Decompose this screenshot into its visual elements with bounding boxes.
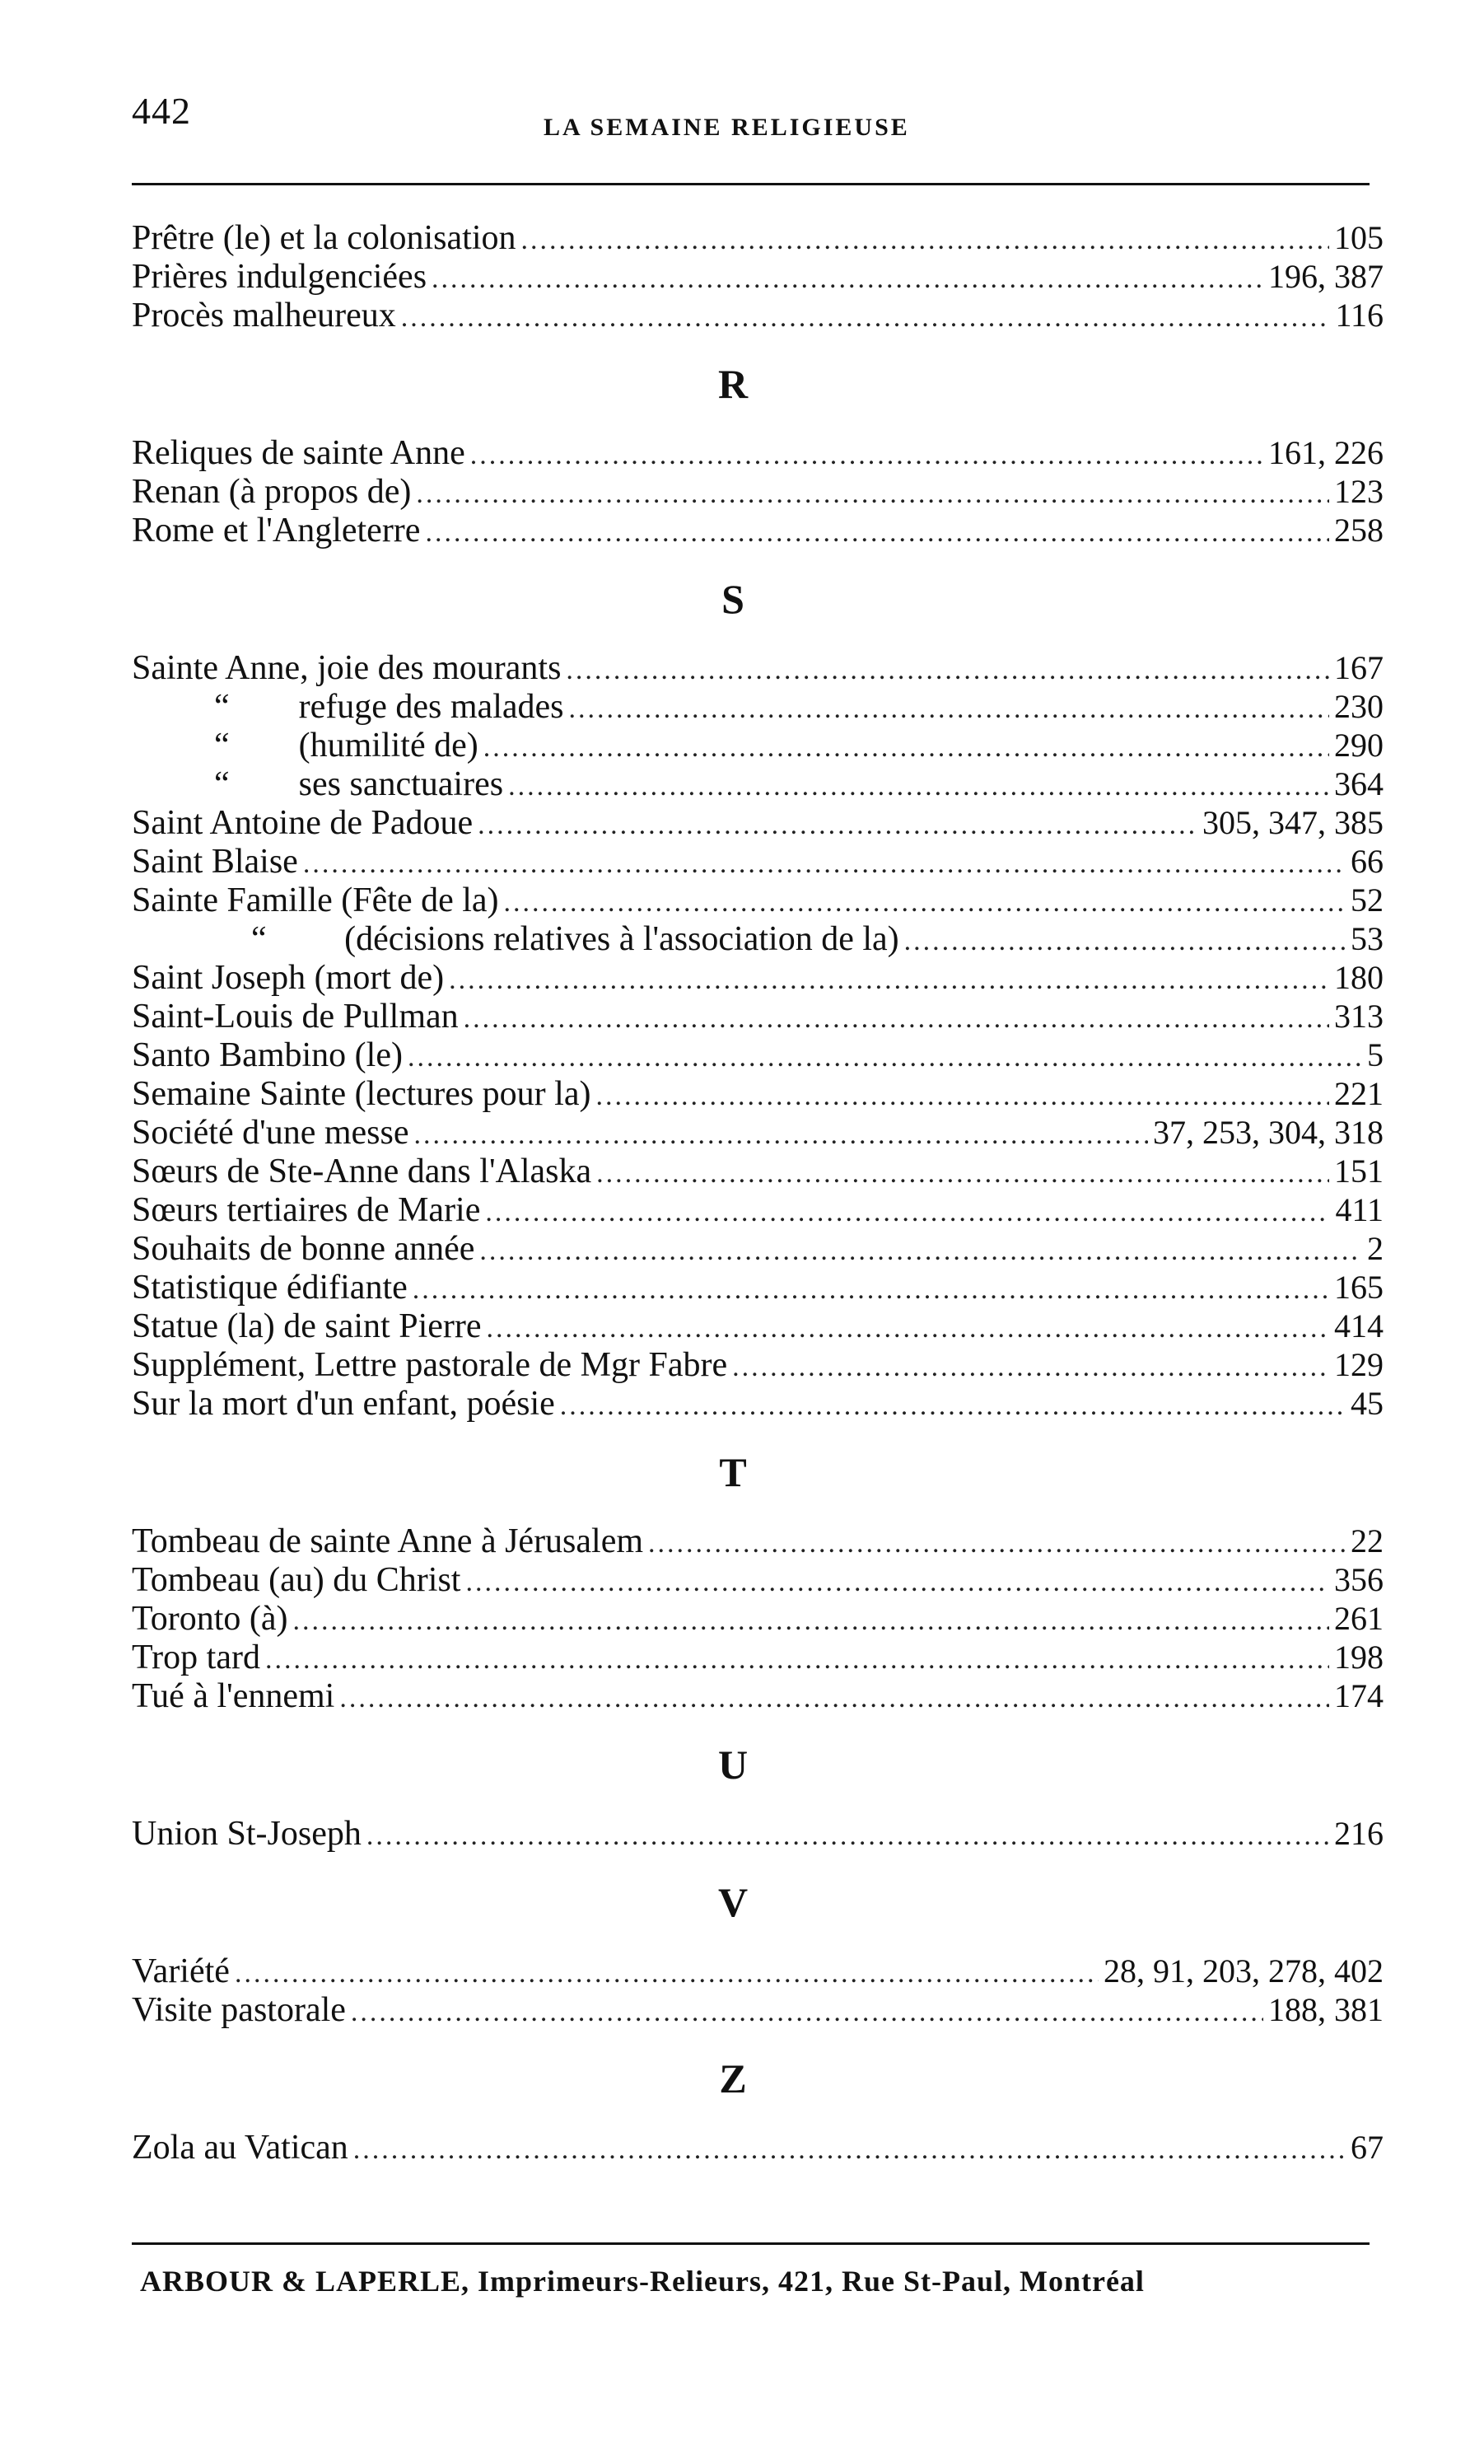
index-entry [132,1814,1384,1853]
section-letter-s: S [721,576,744,622]
entry-pages: 414 [1334,1307,1384,1344]
page-number: 442 [132,90,191,132]
entry-title: Tombeau (au) du Christ [132,1561,461,1599]
dot-leader [449,961,1329,999]
entry-pages: 198 [1334,1639,1384,1676]
entry-title: Statue (la) de saint Pierre [132,1307,482,1345]
entry-title: “ ses sanctuaires [214,765,504,803]
index-entry [132,1074,1384,1113]
entry-title: Sur la mort d'un enfant, poésie [132,1385,555,1423]
dot-leader [560,1386,1346,1425]
dot-leader [595,1077,1329,1115]
entry-pages: 258 [1334,512,1384,549]
index-entry [132,1345,1384,1384]
dot-leader [483,728,1329,767]
entry-pages: 161, 226 [1268,434,1384,471]
dot-leader [596,1154,1329,1193]
index-entry [132,1036,1384,1074]
entry-title: Sainte Anne, joie des mourants [132,649,562,687]
entry-title: Reliques de sainte Anne [132,434,465,472]
dot-leader [432,259,1263,298]
dot-leader [366,1816,1329,1855]
entry-pages: 5 [1367,1036,1384,1073]
printer-imprint: ARBOUR & LAPERLE, Imprimeurs-Relieurs, 421, Rue St-Paul, Montréal [140,2265,1145,2298]
index-entry [132,472,1384,511]
entry-title: Sainte Famille (Fête de la) [132,881,499,919]
entry-title: Santo Bambino (le) [132,1036,403,1074]
section-letter-v: V [717,1879,749,1925]
alphabetical-index [132,218,1384,2167]
dot-leader [351,1993,1263,2032]
dot-leader [569,690,1330,728]
entry-pages: 188, 381 [1268,1991,1384,2028]
dot-leader [485,1193,1330,1232]
entry-pages: 180 [1334,959,1384,996]
entry-pages: 2 [1367,1230,1384,1267]
entry-title: Sœurs tertiaires de Marie [132,1191,481,1229]
entry-title: Prêtre (le) et la colonisation [132,219,516,257]
index-entry [132,1522,1384,1560]
entry-pages: 66 [1351,843,1384,880]
footer-rule [132,2242,1370,2245]
dot-leader [353,2130,1346,2169]
index-entry [132,919,1384,958]
entry-pages: 45 [1351,1385,1384,1422]
index-entry [132,958,1384,997]
dot-leader [504,883,1346,922]
index-entry [132,2128,1384,2167]
dot-leader [416,475,1329,513]
entry-pages: 196, 387 [1268,258,1384,295]
index-entry [132,511,1384,549]
entry-pages: 123 [1334,473,1384,510]
entry-title: Rome et l'Angleterre [132,512,421,549]
dot-leader [566,651,1329,690]
dot-leader [413,1115,1148,1154]
index-entry [132,1268,1384,1307]
entry-pages: 216 [1334,1815,1384,1852]
entry-title: Société d'une messe [132,1114,409,1152]
entry-title: Zola au Vatican [132,2129,348,2167]
dot-leader [408,1038,1362,1077]
index-entry [132,257,1384,296]
index-entry [132,881,1384,919]
index-entry [132,218,1384,257]
index-entry [132,1307,1384,1345]
entry-title: “ (décisions relatives à l'association de la) [251,920,899,958]
dot-leader [648,1524,1346,1563]
index-entry [132,1990,1384,2029]
section-letter-r: R [717,361,749,407]
entry-pages: 129 [1334,1346,1384,1383]
dot-leader [508,767,1329,806]
dot-leader [413,1270,1329,1309]
index-entry [132,1229,1384,1268]
index-entry [132,1152,1384,1190]
index-entry [132,1952,1384,1990]
index-entry [132,1599,1384,1638]
dot-leader [265,1640,1329,1679]
index-entry [132,648,1384,687]
section-letter-t: T [719,1449,747,1495]
entry-pages: 167 [1334,649,1384,686]
entry-pages: 221 [1334,1075,1384,1112]
dot-leader [479,1232,1362,1270]
index-entry [132,1560,1384,1599]
dot-leader [478,806,1197,844]
dot-leader [465,1563,1329,1601]
entry-title: Renan (à propos de) [132,473,412,511]
dot-leader [339,1679,1329,1718]
dot-leader [521,221,1330,259]
entry-title: Visite pastorale [132,1991,346,2029]
entry-pages: 174 [1334,1677,1384,1714]
index-entry [132,1113,1384,1152]
index-entry [132,764,1384,803]
entry-title: Tué à l'ennemi [132,1677,335,1715]
entry-title: Trop tard [132,1639,260,1676]
entry-pages: 67 [1351,2129,1384,2166]
index-entry [132,726,1384,764]
entry-pages: 261 [1334,1600,1384,1637]
index-entry [132,997,1384,1036]
entry-pages: 22 [1351,1522,1384,1559]
entry-title: Variété [132,1952,230,1990]
section-letter-z: Z [719,2055,747,2102]
entry-title: Saint-Louis de Pullman [132,998,459,1036]
entry-title: “ refuge des malades [214,688,564,726]
entry-title: Tombeau de sainte Anne à Jérusalem [132,1522,644,1560]
dot-leader [293,1601,1330,1640]
dot-leader [487,1309,1329,1348]
entry-pages: 356 [1334,1561,1384,1598]
entry-pages: 116 [1335,297,1384,334]
entry-pages: 411 [1335,1191,1384,1228]
entry-title: Statistique édifiante [132,1269,408,1307]
index-entry [132,1676,1384,1715]
entry-title: Saint Joseph (mort de) [132,959,445,997]
dot-leader [732,1348,1329,1386]
entry-title: Saint Antoine de Padoue [132,804,474,842]
entry-pages: 151 [1334,1153,1384,1190]
index-entry [132,842,1384,881]
entry-title: Toronto (à) [132,1600,288,1638]
entry-title: Souhaits de bonne année [132,1230,475,1268]
entry-pages: 105 [1334,219,1384,256]
entry-pages: 28, 91, 203, 278, 402 [1104,1952,1384,1989]
section-letter-u: U [717,1742,749,1788]
dot-leader [235,1954,1099,1993]
entry-title: Saint Blaise [132,843,298,881]
entry-pages: 313 [1334,998,1384,1035]
entry-pages: 52 [1351,881,1384,919]
running-title: LA SEMAINE RELIGIEUSE [544,114,910,141]
index-entry [132,687,1384,726]
entry-pages: 364 [1334,765,1384,802]
dot-leader [464,999,1329,1038]
entry-title: Sœurs de Ste-Anne dans l'Alaska [132,1153,592,1190]
dot-leader [303,844,1346,883]
entry-title: Supplément, Lettre pastorale de Mgr Fabre [132,1346,728,1384]
entry-pages: 37, 253, 304, 318 [1153,1114,1384,1151]
index-entry [132,1638,1384,1676]
entry-pages: 53 [1351,920,1384,957]
index-entry [132,803,1384,842]
entry-title: Procès malheureux [132,297,396,334]
dot-leader [904,922,1346,961]
header-rule [132,183,1370,185]
dot-leader [470,436,1263,475]
index-entry [132,1190,1384,1229]
index-entry [132,433,1384,472]
entry-pages: 165 [1334,1269,1384,1306]
entry-title: Semaine Sainte (lectures pour la) [132,1075,591,1113]
dot-leader [425,513,1329,552]
entry-pages: 290 [1334,727,1384,764]
entry-pages: 305, 347, 385 [1202,804,1384,841]
entry-pages: 230 [1334,688,1384,725]
dot-leader [401,298,1331,337]
entry-title: Prières indulgenciées [132,258,427,296]
index-entry [132,1384,1384,1423]
index-entry [132,296,1384,334]
entry-title: Union St-Joseph [132,1815,362,1853]
entry-title: “ (humilité de) [214,727,478,764]
